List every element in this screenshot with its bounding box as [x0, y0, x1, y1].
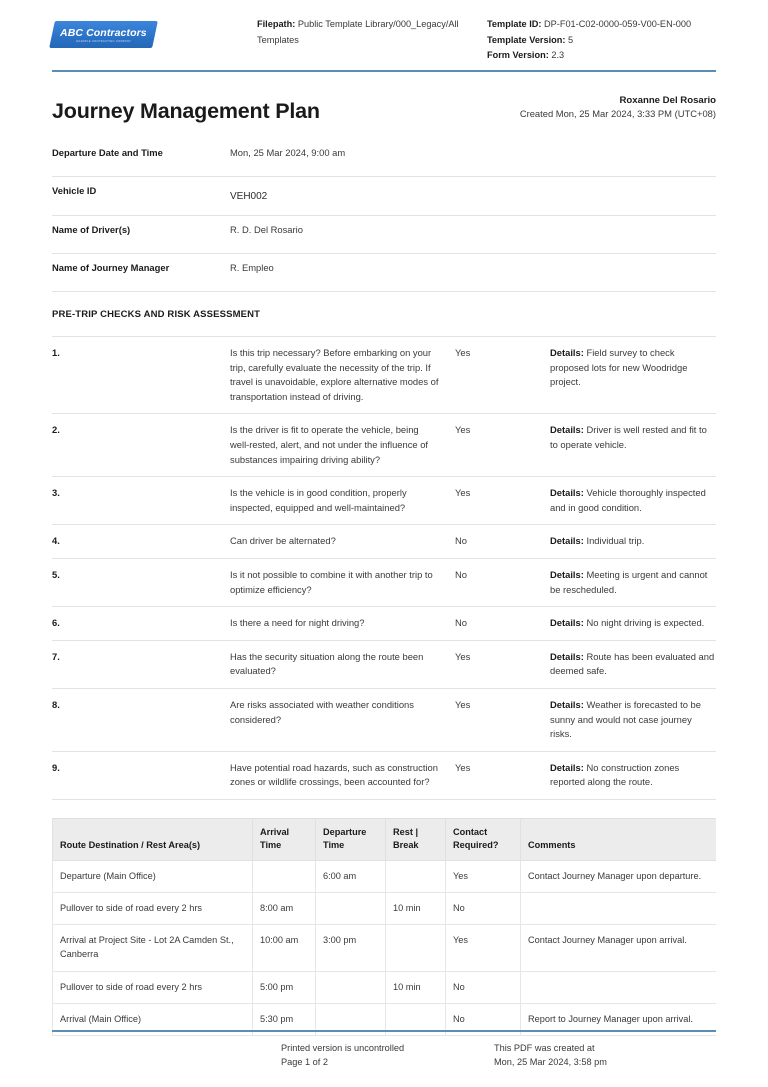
footer-left-block: [281, 1041, 494, 1069]
title-block: [52, 72, 716, 127]
details-label: Details:: [550, 424, 584, 436]
form-version-value: 2.3: [551, 50, 565, 60]
details-text: Weather is forecasted to be sunny and would not case journey risks.: [550, 698, 701, 740]
checklist-question: Are risks associated with weather conditions considered?: [230, 698, 414, 725]
details-text: Vehicle thoroughly inspected and in good condition.: [550, 487, 706, 513]
details-label: Details:: [550, 347, 584, 358]
checklist-question: Is there a need for night driving?: [230, 617, 365, 629]
info-value: VEH002: [230, 191, 268, 202]
cell-destination: Pullover to side of road every 2 hrs: [53, 971, 253, 1003]
checklist-answer: Yes: [455, 487, 471, 499]
document-footer: [52, 1041, 716, 1069]
created-timestamp: Created Mon, 25 Mar 2024, 3:33 PM (UTC+08): [519, 108, 716, 119]
details-label: Details:: [550, 761, 584, 773]
checklist-answer: Yes: [455, 650, 471, 662]
checklist-number: 6.: [52, 617, 60, 629]
details-text: Driver is well rested and fit to to operate vehicle.: [550, 424, 707, 450]
section-heading-pretrip: PRE-TRIP CHECKS AND RISK ASSESSMENT: [52, 292, 716, 337]
checklist-details: [550, 650, 716, 679]
template-id-value: DP-F01-C02-0000-059-V00-EN-000: [544, 19, 692, 29]
journey-info-list: [52, 139, 716, 292]
cell-destination: Arrival at Project Site - Lot 2A Camden St., Canberra: [53, 925, 253, 971]
details-text: Route has been evaluated and deemed safe.: [550, 650, 715, 677]
checklist-row: [52, 752, 716, 800]
logo-company-name: ABC Contractors: [60, 26, 147, 39]
cell-comments: Contact Journey Manager upon departure.: [521, 860, 717, 892]
cell-contact-required: No: [446, 1003, 521, 1035]
cell-contact-required: Yes: [446, 925, 521, 971]
cell-comments: [521, 893, 717, 925]
details-label: Details:: [550, 650, 584, 662]
cell-contact-required: No: [446, 971, 521, 1003]
details-text: No construction zones reported along the route.: [550, 761, 680, 788]
info-label: Departure Date and Time: [52, 147, 163, 158]
checklist-answer: No: [455, 568, 467, 580]
footer-spacer: [52, 1041, 281, 1069]
cell-destination: Arrival (Main Office): [53, 1003, 253, 1035]
template-version-value: 5: [568, 34, 574, 45]
details-text: Field survey to check proposed lots for new Woodridge project.: [550, 347, 688, 388]
author-block: [520, 95, 716, 123]
info-label: Vehicle ID: [52, 185, 97, 196]
printed-notice: Printed version is uncontrolled: [281, 1043, 405, 1053]
checklist-question: Can driver be alternated?: [230, 535, 336, 547]
cell-arrival-time: 10:00 am: [253, 925, 316, 971]
template-version-label: Template Version:: [487, 34, 566, 45]
cell-arrival-time: 8:00 am: [253, 893, 316, 925]
document-header: [52, 0, 716, 61]
checklist-answer: Yes: [455, 761, 471, 773]
cell-comments: Report to Journey Manager upon arrival.: [521, 1003, 717, 1035]
form-version-label: Form Version:: [487, 50, 549, 60]
details-text: Individual trip.: [586, 535, 645, 547]
checklist-row: [52, 607, 716, 641]
details-label: Details:: [550, 698, 584, 710]
checklist-details: [550, 698, 716, 742]
col-header-comments: Comments: [521, 818, 717, 860]
company-logo: [52, 15, 257, 48]
cell-departure-time: 6:00 am: [316, 860, 386, 892]
filepath-label: Filepath:: [257, 19, 296, 29]
checklist-question: Is this trip necessary? Before embarking on your trip, carefully evaluate the necessity of the trip. If travel is unavoidable, explore alternative modes of transportation instead of driving.: [230, 347, 439, 402]
col-header-contact-required: Contact Required?: [446, 818, 521, 860]
checklist-row: [52, 689, 716, 752]
info-row: [52, 139, 716, 177]
info-label: Name of Journey Manager: [52, 262, 170, 273]
author-name: Roxanne Del Rosario: [619, 95, 716, 106]
cell-arrival-time: [253, 860, 316, 892]
info-label: Name of Driver(s): [52, 224, 131, 235]
checklist-row: [52, 525, 716, 559]
cell-destination: Departure (Main Office): [53, 860, 253, 892]
cell-rest-break: 10 min: [386, 971, 446, 1003]
cell-arrival-time: 5:00 pm: [253, 971, 316, 1003]
checklist-question: Is it not possible to combine it with another trip to optimize efficiency?: [230, 568, 433, 595]
checklist-details: [550, 534, 716, 549]
table-row: [53, 925, 717, 971]
col-header-departure-time: Departure Time: [316, 818, 386, 860]
details-label: Details:: [550, 568, 584, 580]
footer-divider: [52, 1030, 716, 1032]
info-row: [52, 216, 716, 254]
cell-rest-break: 10 min: [386, 893, 446, 925]
cell-departure-time: [316, 893, 386, 925]
checklist-details: [550, 346, 716, 390]
table-header-row: [53, 818, 717, 860]
page-title: Journey Management Plan: [52, 99, 320, 123]
details-label: Details:: [550, 617, 584, 629]
checklist-answer: No: [455, 617, 467, 629]
checklist-details: [550, 616, 716, 631]
checklist-row: [52, 337, 716, 414]
table-row: [53, 893, 717, 925]
checklist-number: 3.: [52, 487, 60, 499]
template-id-label: Template ID:: [487, 19, 542, 29]
checklist-number: 5.: [52, 568, 60, 580]
route-table-container: [52, 818, 716, 1036]
checklist-question: Have potential road hazards, such as construction zones or wildlife crossings, been accounted for?: [230, 761, 438, 788]
cell-destination: Pullover to side of road every 2 hrs: [53, 893, 253, 925]
checklist-number: 4.: [52, 535, 60, 547]
checklist-details: [550, 568, 716, 597]
filepath-value: Public Template Library/000_Legacy/All Templates: [257, 19, 459, 45]
cell-rest-break: [386, 925, 446, 971]
cell-arrival-time: 5:30 pm: [253, 1003, 316, 1035]
cell-departure-time: 3:00 pm: [316, 925, 386, 971]
checklist-details: [550, 486, 716, 515]
col-header-rest-break: Rest | Break: [386, 818, 446, 860]
cell-contact-required: No: [446, 893, 521, 925]
info-row: [52, 254, 716, 292]
pdf-created-label: This PDF was created at: [494, 1043, 595, 1053]
checklist-row: [52, 477, 716, 525]
info-value: Mon, 25 Mar 2024, 9:00 am: [230, 147, 346, 158]
col-header-arrival-time: Arrival Time: [253, 818, 316, 860]
filepath-line: [257, 17, 487, 48]
footer-right-block: [494, 1041, 716, 1069]
details-text: Meeting is urgent and cannot be rescheduled.: [550, 568, 708, 595]
pdf-created-value: Mon, 25 Mar 2024, 3:58 pm: [494, 1057, 607, 1067]
checklist-row: [52, 641, 716, 689]
info-value: R. D. Del Rosario: [230, 224, 303, 235]
logo-tagline: EXAMPLE CONTRACTING COMPANY: [75, 39, 131, 43]
page-number: Page 1 of 2: [281, 1057, 328, 1067]
checklist-details: [550, 761, 716, 790]
info-row: [52, 177, 716, 216]
checklist-question: Is the vehicle is in good condition, properly inspected, equipped and well-maintained?: [230, 487, 407, 513]
logo-badge-icon: [49, 21, 158, 48]
checklist-row: [52, 559, 716, 607]
checklist-number: 1.: [52, 347, 60, 358]
checklist-answer: No: [455, 535, 467, 547]
info-value: R. Empleo: [230, 262, 274, 273]
checklist-number: 8.: [52, 698, 60, 710]
checklist-number: 2.: [52, 424, 60, 436]
checklist-question: Is the driver is fit to operate the vehicle, being well-rested, alert, and not under the influence of substances impairing driving ability?: [230, 424, 429, 465]
table-row: [53, 971, 717, 1003]
checklist-question: Has the security situation along the route been evaluated?: [230, 650, 424, 677]
checklist-details: [550, 423, 716, 452]
pretrip-checklist: [52, 337, 716, 800]
cell-comments: Contact Journey Manager upon arrival.: [521, 925, 717, 971]
details-label: Details:: [550, 487, 584, 499]
checklist-row: [52, 414, 716, 477]
template-meta-block: [487, 15, 716, 64]
col-header-destination: Route Destination / Rest Area(s): [53, 818, 253, 860]
details-text: No night driving is expected.: [586, 617, 705, 629]
cell-rest-break: [386, 860, 446, 892]
table-row: [53, 860, 717, 892]
details-label: Details:: [550, 535, 584, 547]
checklist-number: 9.: [52, 761, 60, 773]
template-id-line: [487, 17, 716, 33]
cell-departure-time: [316, 971, 386, 1003]
checklist-answer: Yes: [455, 424, 471, 436]
checklist-number: 7.: [52, 650, 60, 662]
checklist-answer: Yes: [455, 347, 471, 358]
filepath-block: [257, 15, 487, 48]
cell-contact-required: Yes: [446, 860, 521, 892]
cell-comments: [521, 971, 717, 1003]
route-schedule-table: [52, 818, 716, 1036]
checklist-answer: Yes: [455, 698, 471, 710]
form-version-line: [487, 48, 716, 64]
template-version-line: [487, 33, 716, 49]
